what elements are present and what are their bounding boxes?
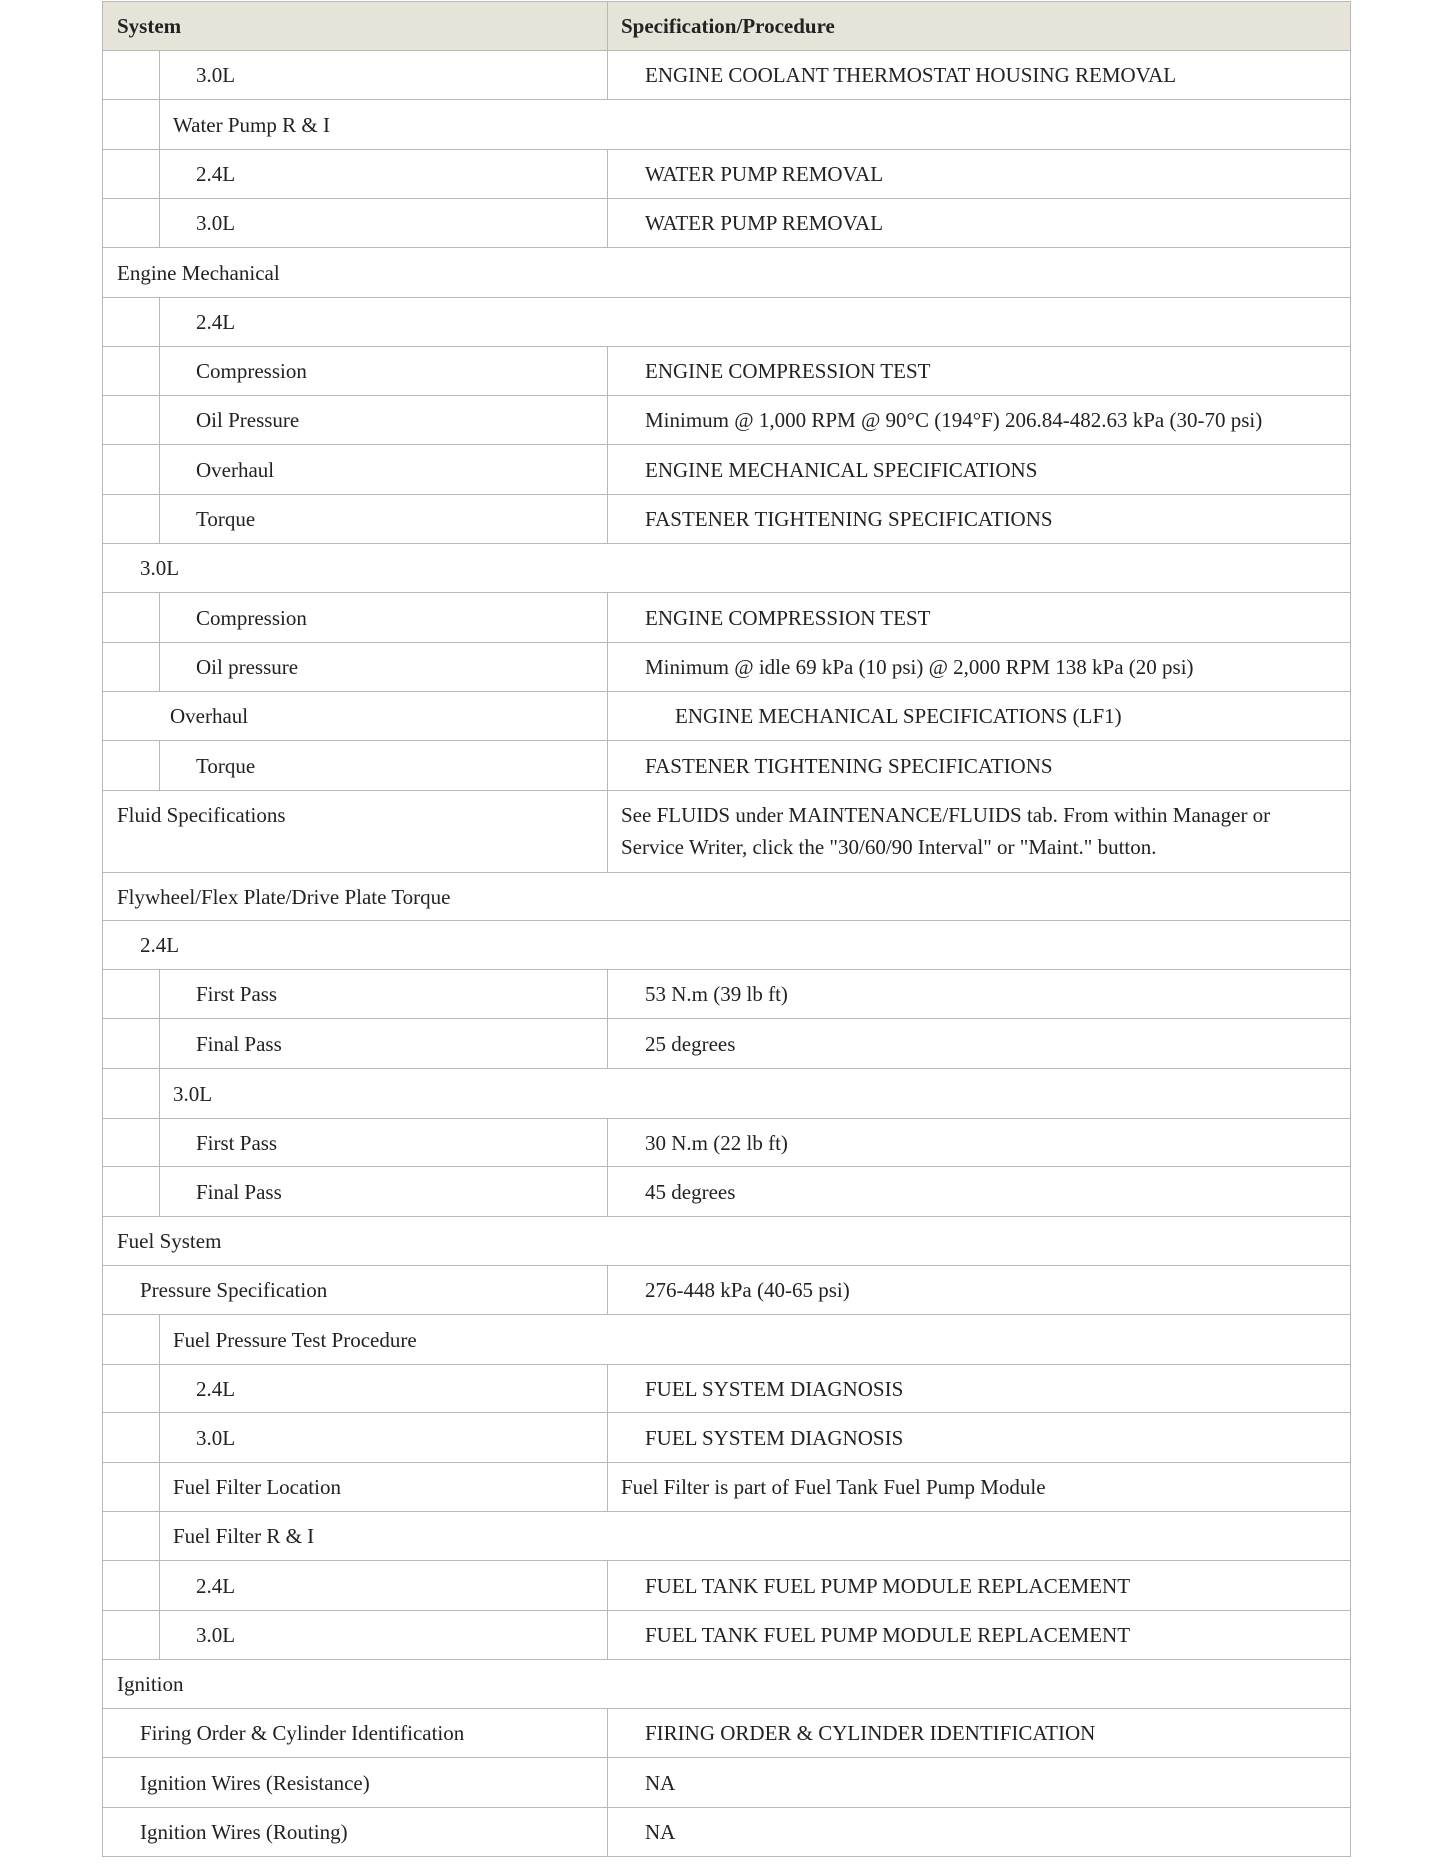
column-divider: [607, 1561, 608, 1610]
table-row: [102, 1660, 1351, 1709]
table-row: [102, 1463, 1351, 1512]
table-row: [102, 298, 1351, 347]
column-divider: [607, 347, 608, 395]
system-cell: Torque: [196, 507, 256, 531]
system-cell: 3.0L: [196, 1425, 236, 1450]
table-row: [102, 1119, 1351, 1167]
table-row: [102, 1266, 1351, 1315]
spec-cell: 25 degrees: [645, 1031, 736, 1056]
table-row: [102, 248, 1351, 298]
system-cell: 2.4L: [196, 162, 236, 186]
spec-cell: FASTENER TIGHTENING SPECIFICATIONS: [645, 507, 1053, 531]
column-divider: [607, 1758, 608, 1807]
indent-stub: [159, 593, 160, 642]
spec-cell: FUEL TANK FUEL PUMP MODULE REPLACEMENT: [645, 1573, 1131, 1598]
table-row: [102, 199, 1351, 248]
column-divider: [607, 1463, 608, 1511]
system-cell: Overhaul: [170, 704, 249, 728]
system-cell: Compression: [196, 359, 307, 383]
spec-cell: See FLUIDS under MAINTENANCE/FLUIDS tab. From within Manager or Service Writer, click the "30/60/90 Interval" or "Maint." button.: [621, 803, 1271, 859]
spec-cell: ENGINE COMPRESSION TEST: [645, 359, 931, 383]
column-divider: [607, 1611, 608, 1659]
indent-stub: [159, 445, 160, 494]
table-row: [102, 970, 1351, 1019]
spec-cell: FUEL SYSTEM DIAGNOSIS: [645, 1376, 904, 1401]
system-cell: 3.0L: [196, 63, 236, 87]
indent-stub: [159, 298, 160, 346]
column-divider: [607, 2, 608, 50]
column-header-spec: Specification/Procedure: [621, 14, 835, 38]
spec-cell: ENGINE MECHANICAL SPECIFICATIONS: [645, 457, 1038, 482]
system-cell: Pressure Specification: [140, 1278, 328, 1302]
spec-cell: FUEL SYSTEM DIAGNOSIS: [645, 1425, 904, 1450]
column-divider: [607, 1167, 608, 1216]
column-divider: [607, 1413, 608, 1462]
spec-cell: 30 N.m (22 lb ft): [645, 1130, 788, 1155]
column-divider: [607, 1365, 608, 1412]
spec-cell: 53 N.m (39 lb ft): [645, 982, 788, 1006]
table-row: [102, 1611, 1351, 1660]
system-cell: Firing Order & Cylinder Identification: [140, 1721, 465, 1745]
column-divider: [607, 741, 608, 790]
indent-stub: [159, 396, 160, 444]
spec-cell: Fuel Filter is part of Fuel Tank Fuel Pump Module: [621, 1475, 1046, 1499]
table-row: [102, 445, 1351, 495]
spec-table: [102, 1, 1351, 1857]
table-row: [102, 593, 1351, 643]
indent-stub: [159, 1413, 160, 1462]
column-divider: [607, 1119, 608, 1166]
indent-stub: [159, 1315, 160, 1364]
table-row: [102, 643, 1351, 692]
system-cell: Final Pass: [196, 1179, 282, 1204]
column-divider: [607, 692, 608, 740]
table-row: [102, 1413, 1351, 1463]
spec-cell: ENGINE MECHANICAL SPECIFICATIONS (LF1): [675, 704, 1122, 728]
spec-cell: NA: [645, 1820, 676, 1844]
system-cell: Torque: [196, 753, 256, 778]
spec-cell: WATER PUMP REMOVAL: [645, 162, 884, 186]
column-divider: [607, 51, 608, 99]
table-header: [102, 1, 1351, 51]
system-cell: Ignition Wires (Resistance): [140, 1770, 370, 1795]
column-divider: [607, 643, 608, 691]
indent-stub: [159, 741, 160, 790]
indent-stub: [159, 1512, 160, 1560]
system-cell: Fuel Filter R & I: [173, 1524, 315, 1548]
spec-cell: WATER PUMP REMOVAL: [645, 211, 884, 235]
column-divider: [607, 396, 608, 444]
indent-stub: [159, 51, 160, 99]
table-row: [102, 921, 1351, 970]
table-row: [102, 741, 1351, 791]
indent-stub: [159, 495, 160, 543]
indent-stub: [159, 150, 160, 198]
system-cell: First Pass: [196, 1130, 278, 1155]
system-cell: 3.0L: [196, 1623, 236, 1647]
indent-stub: [159, 1365, 160, 1412]
system-cell: Final Pass: [196, 1031, 282, 1056]
column-divider: [607, 495, 608, 543]
column-divider: [607, 593, 608, 642]
indent-stub: [159, 199, 160, 247]
indent-stub: [159, 1561, 160, 1610]
spec-cell: ENGINE COMPRESSION TEST: [645, 605, 931, 630]
column-divider: [607, 1266, 608, 1314]
table-row: [102, 150, 1351, 199]
table-row: [102, 1069, 1351, 1119]
spec-cell: 276-448 kPa (40-65 psi): [645, 1278, 850, 1302]
system-cell: Oil Pressure: [196, 408, 300, 432]
table-row: [102, 396, 1351, 445]
system-cell: 3.0L: [196, 211, 236, 235]
system-cell: Engine Mechanical: [117, 260, 280, 285]
table-row: [102, 100, 1351, 150]
system-cell: Fuel Pressure Test Procedure: [173, 1327, 417, 1352]
table-row: [102, 1315, 1351, 1365]
system-cell: Fluid Specifications: [117, 803, 286, 827]
table-row: [102, 1561, 1351, 1611]
table-row: [102, 1512, 1351, 1561]
indent-stub: [159, 347, 160, 395]
spec-cell: FUEL TANK FUEL PUMP MODULE REPLACEMENT: [645, 1623, 1131, 1647]
spec-cell: Minimum @ 1,000 RPM @ 90°C (194°F) 206.84-482.63 kPa (30-70 psi): [645, 408, 1263, 432]
indent-stub: [159, 643, 160, 691]
system-cell: 3.0L: [173, 1081, 213, 1106]
system-cell: Water Pump R & I: [173, 112, 330, 137]
column-divider: [607, 791, 608, 872]
indent-stub: [159, 1019, 160, 1068]
system-cell: 2.4L: [140, 933, 180, 957]
system-cell: Compression: [196, 605, 307, 630]
system-cell: 2.4L: [196, 1376, 236, 1401]
spec-cell: Minimum @ idle 69 kPa (10 psi) @ 2,000 RPM 138 kPa (20 psi): [645, 655, 1194, 679]
table-row: [102, 1709, 1351, 1758]
table-row: [102, 1758, 1351, 1808]
system-cell: Flywheel/Flex Plate/Drive Plate Torque: [117, 884, 451, 909]
indent-stub: [159, 1069, 160, 1118]
column-divider: [607, 445, 608, 494]
table-row: [102, 692, 1351, 741]
column-header-system: System: [117, 14, 182, 38]
system-cell: 3.0L: [140, 556, 180, 580]
table-row: [102, 51, 1351, 100]
table-row: [102, 347, 1351, 396]
table-row: [102, 495, 1351, 544]
spec-cell: 45 degrees: [645, 1179, 736, 1204]
indent-stub: [159, 1167, 160, 1216]
table-row: [102, 1217, 1351, 1266]
system-cell: 2.4L: [196, 1573, 236, 1598]
table-row: [102, 1365, 1351, 1413]
system-cell: Fuel Filter Location: [173, 1475, 341, 1499]
column-divider: [607, 1019, 608, 1068]
system-cell: Ignition: [117, 1672, 184, 1696]
spec-cell: FASTENER TIGHTENING SPECIFICATIONS: [645, 753, 1053, 778]
indent-stub: [159, 1119, 160, 1166]
indent-stub: [159, 1611, 160, 1659]
spec-cell: NA: [645, 1770, 676, 1795]
column-divider: [607, 1808, 608, 1856]
column-divider: [607, 199, 608, 247]
table-row: [102, 873, 1351, 921]
column-divider: [607, 150, 608, 198]
indent-stub: [159, 1463, 160, 1511]
system-cell: Ignition Wires (Routing): [140, 1820, 348, 1844]
indent-stub: [159, 100, 160, 149]
table-row: [102, 544, 1351, 593]
system-cell: 2.4L: [196, 310, 236, 334]
system-cell: Overhaul: [196, 457, 275, 482]
table-row: [102, 1019, 1351, 1069]
table-row: [102, 1167, 1351, 1217]
table-row: [102, 1808, 1351, 1857]
spec-cell: FIRING ORDER & CYLINDER IDENTIFICATION: [645, 1721, 1096, 1745]
spec-cell: ENGINE COOLANT THERMOSTAT HOUSING REMOVAL: [645, 63, 1177, 87]
indent-stub: [159, 970, 160, 1018]
system-cell: First Pass: [196, 982, 278, 1006]
column-divider: [607, 970, 608, 1018]
system-cell: Fuel System: [117, 1229, 222, 1253]
column-divider: [607, 1709, 608, 1757]
table-row: [102, 791, 1351, 873]
system-cell: Oil pressure: [196, 655, 299, 679]
